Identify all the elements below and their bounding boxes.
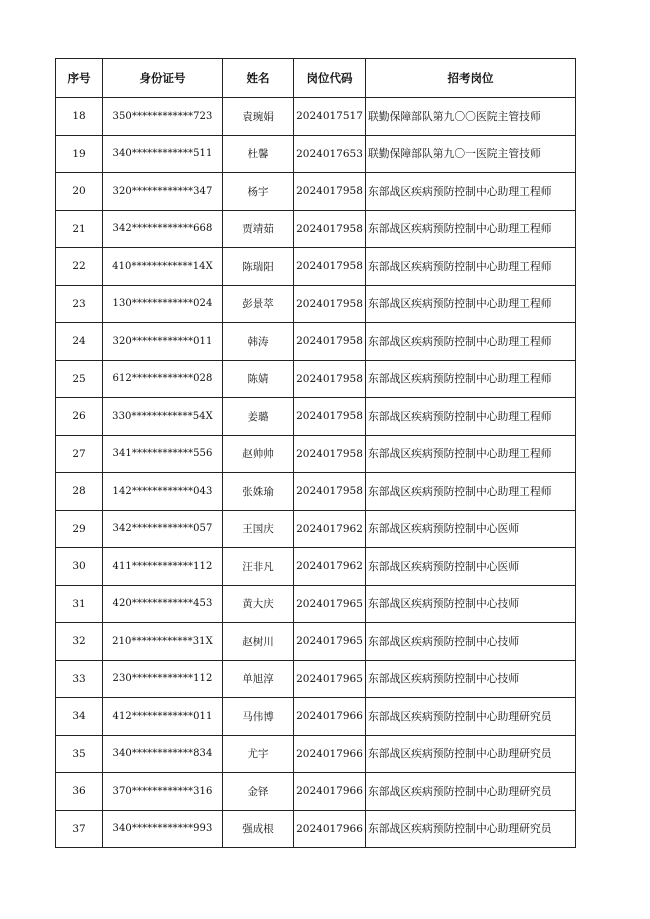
cell-name: 张姝瑜	[223, 473, 294, 511]
table-row	[56, 548, 576, 586]
cell-post-code: 2024017958	[294, 323, 366, 361]
cell-post: 东部战区疾病预防控制中心助理工程师	[366, 248, 576, 286]
cell-post: 东部战区疾病预防控制中心助理工程师	[366, 210, 576, 248]
table-row	[56, 660, 576, 698]
cell-id-number: 340************834	[103, 735, 223, 773]
cell-post-code: 2024017958	[294, 473, 366, 511]
cell-index: 19	[56, 135, 103, 173]
header-id-number: 身份证号	[103, 59, 223, 98]
header-name: 姓名	[223, 59, 294, 98]
cell-post-code: 2024017962	[294, 510, 366, 548]
table-row	[56, 248, 576, 286]
candidate-table	[55, 58, 576, 848]
cell-index: 18	[56, 98, 103, 136]
cell-post-code: 2024017958	[294, 435, 366, 473]
cell-post-code: 2024017958	[294, 398, 366, 436]
cell-name: 赵树川	[223, 623, 294, 661]
cell-id-number: 412************011	[103, 698, 223, 736]
cell-post-code: 2024017958	[294, 173, 366, 211]
cell-id-number: 612************028	[103, 360, 223, 398]
cell-post: 东部战区疾病预防控制中心助理工程师	[366, 173, 576, 211]
table-row	[56, 98, 576, 136]
cell-post-code: 2024017958	[294, 285, 366, 323]
header-index: 序号	[56, 59, 103, 98]
cell-post-code: 2024017958	[294, 248, 366, 286]
table-row	[56, 735, 576, 773]
table-row	[56, 435, 576, 473]
cell-name: 强成根	[223, 810, 294, 848]
cell-post-code: 2024017965	[294, 623, 366, 661]
cell-index: 22	[56, 248, 103, 286]
cell-name: 单旭淳	[223, 660, 294, 698]
cell-post: 联勤保障部队第九〇〇医院主管技师	[366, 98, 576, 136]
cell-name: 贾靖茹	[223, 210, 294, 248]
cell-index: 35	[56, 735, 103, 773]
cell-index: 27	[56, 435, 103, 473]
cell-id-number: 330************54X	[103, 398, 223, 436]
table-row	[56, 585, 576, 623]
cell-id-number: 370************316	[103, 773, 223, 811]
cell-post: 东部战区疾病预防控制中心助理研究员	[366, 698, 576, 736]
cell-name: 赵帅帅	[223, 435, 294, 473]
cell-index: 25	[56, 360, 103, 398]
table-row	[56, 173, 576, 211]
table-row	[56, 510, 576, 548]
cell-index: 26	[56, 398, 103, 436]
cell-name: 韩涛	[223, 323, 294, 361]
cell-index: 21	[56, 210, 103, 248]
cell-post-code: 2024017966	[294, 698, 366, 736]
cell-name: 王国庆	[223, 510, 294, 548]
cell-post: 东部战区疾病预防控制中心助理工程师	[366, 323, 576, 361]
cell-index: 34	[56, 698, 103, 736]
cell-post-code: 2024017958	[294, 210, 366, 248]
cell-id-number: 410************14X	[103, 248, 223, 286]
cell-id-number: 142************043	[103, 473, 223, 511]
cell-name: 彭景萃	[223, 285, 294, 323]
cell-post: 东部战区疾病预防控制中心助理工程师	[366, 473, 576, 511]
cell-post: 联勤保障部队第九〇一医院主管技师	[366, 135, 576, 173]
cell-post-code: 2024017965	[294, 660, 366, 698]
table-row	[56, 285, 576, 323]
cell-name: 汪非凡	[223, 548, 294, 586]
cell-post: 东部战区疾病预防控制中心助理工程师	[366, 360, 576, 398]
cell-name: 金铎	[223, 773, 294, 811]
table-header	[56, 59, 576, 98]
cell-name: 马伟博	[223, 698, 294, 736]
cell-post: 东部战区疾病预防控制中心助理研究员	[366, 773, 576, 811]
cell-post-code: 2024017962	[294, 548, 366, 586]
cell-index: 28	[56, 473, 103, 511]
cell-post-code: 2024017966	[294, 773, 366, 811]
cell-id-number: 340************511	[103, 135, 223, 173]
cell-name: 杨宇	[223, 173, 294, 211]
cell-post-code: 2024017966	[294, 810, 366, 848]
cell-name: 袁琬娟	[223, 98, 294, 136]
cell-index: 24	[56, 323, 103, 361]
cell-id-number: 130************024	[103, 285, 223, 323]
header-post-code: 岗位代码	[294, 59, 366, 98]
table-row	[56, 810, 576, 848]
cell-post: 东部战区疾病预防控制中心技师	[366, 660, 576, 698]
cell-post-code: 2024017653	[294, 135, 366, 173]
cell-id-number: 420************453	[103, 585, 223, 623]
cell-index: 30	[56, 548, 103, 586]
table-row	[56, 773, 576, 811]
cell-post: 东部战区疾病预防控制中心技师	[366, 623, 576, 661]
table-row	[56, 210, 576, 248]
cell-post: 东部战区疾病预防控制中心技师	[366, 585, 576, 623]
cell-index: 37	[56, 810, 103, 848]
cell-name: 黄大庆	[223, 585, 294, 623]
cell-post-code: 2024017965	[294, 585, 366, 623]
cell-post-code: 2024017966	[294, 735, 366, 773]
cell-name: 杜馨	[223, 135, 294, 173]
cell-post: 东部战区疾病预防控制中心助理研究员	[366, 810, 576, 848]
cell-id-number: 350************723	[103, 98, 223, 136]
cell-id-number: 230************112	[103, 660, 223, 698]
cell-name: 陈婧	[223, 360, 294, 398]
cell-name: 尤宇	[223, 735, 294, 773]
cell-post: 东部战区疾病预防控制中心医师	[366, 510, 576, 548]
cell-index: 29	[56, 510, 103, 548]
cell-id-number: 210************31X	[103, 623, 223, 661]
cell-id-number: 320************347	[103, 173, 223, 211]
cell-index: 31	[56, 585, 103, 623]
table-row	[56, 623, 576, 661]
header-row	[56, 59, 576, 98]
table-row	[56, 698, 576, 736]
cell-post: 东部战区疾病预防控制中心助理工程师	[366, 285, 576, 323]
cell-name: 陈瑞阳	[223, 248, 294, 286]
cell-name: 姜璐	[223, 398, 294, 436]
table-body	[56, 98, 576, 848]
cell-index: 36	[56, 773, 103, 811]
header-post: 招考岗位	[366, 59, 576, 98]
table-row	[56, 398, 576, 436]
cell-post-code: 2024017517	[294, 98, 366, 136]
cell-id-number: 411************112	[103, 548, 223, 586]
table-row	[56, 473, 576, 511]
cell-post: 东部战区疾病预防控制中心助理研究员	[366, 735, 576, 773]
cell-id-number: 340************993	[103, 810, 223, 848]
cell-index: 33	[56, 660, 103, 698]
cell-post-code: 2024017958	[294, 360, 366, 398]
cell-id-number: 342************057	[103, 510, 223, 548]
cell-post: 东部战区疾病预防控制中心助理工程师	[366, 398, 576, 436]
cell-index: 23	[56, 285, 103, 323]
cell-id-number: 342************668	[103, 210, 223, 248]
table-row	[56, 135, 576, 173]
cell-id-number: 320************011	[103, 323, 223, 361]
table-row	[56, 323, 576, 361]
cell-id-number: 341************556	[103, 435, 223, 473]
table-row	[56, 360, 576, 398]
cell-post: 东部战区疾病预防控制中心医师	[366, 548, 576, 586]
cell-index: 20	[56, 173, 103, 211]
cell-index: 32	[56, 623, 103, 661]
cell-post: 东部战区疾病预防控制中心助理工程师	[366, 435, 576, 473]
